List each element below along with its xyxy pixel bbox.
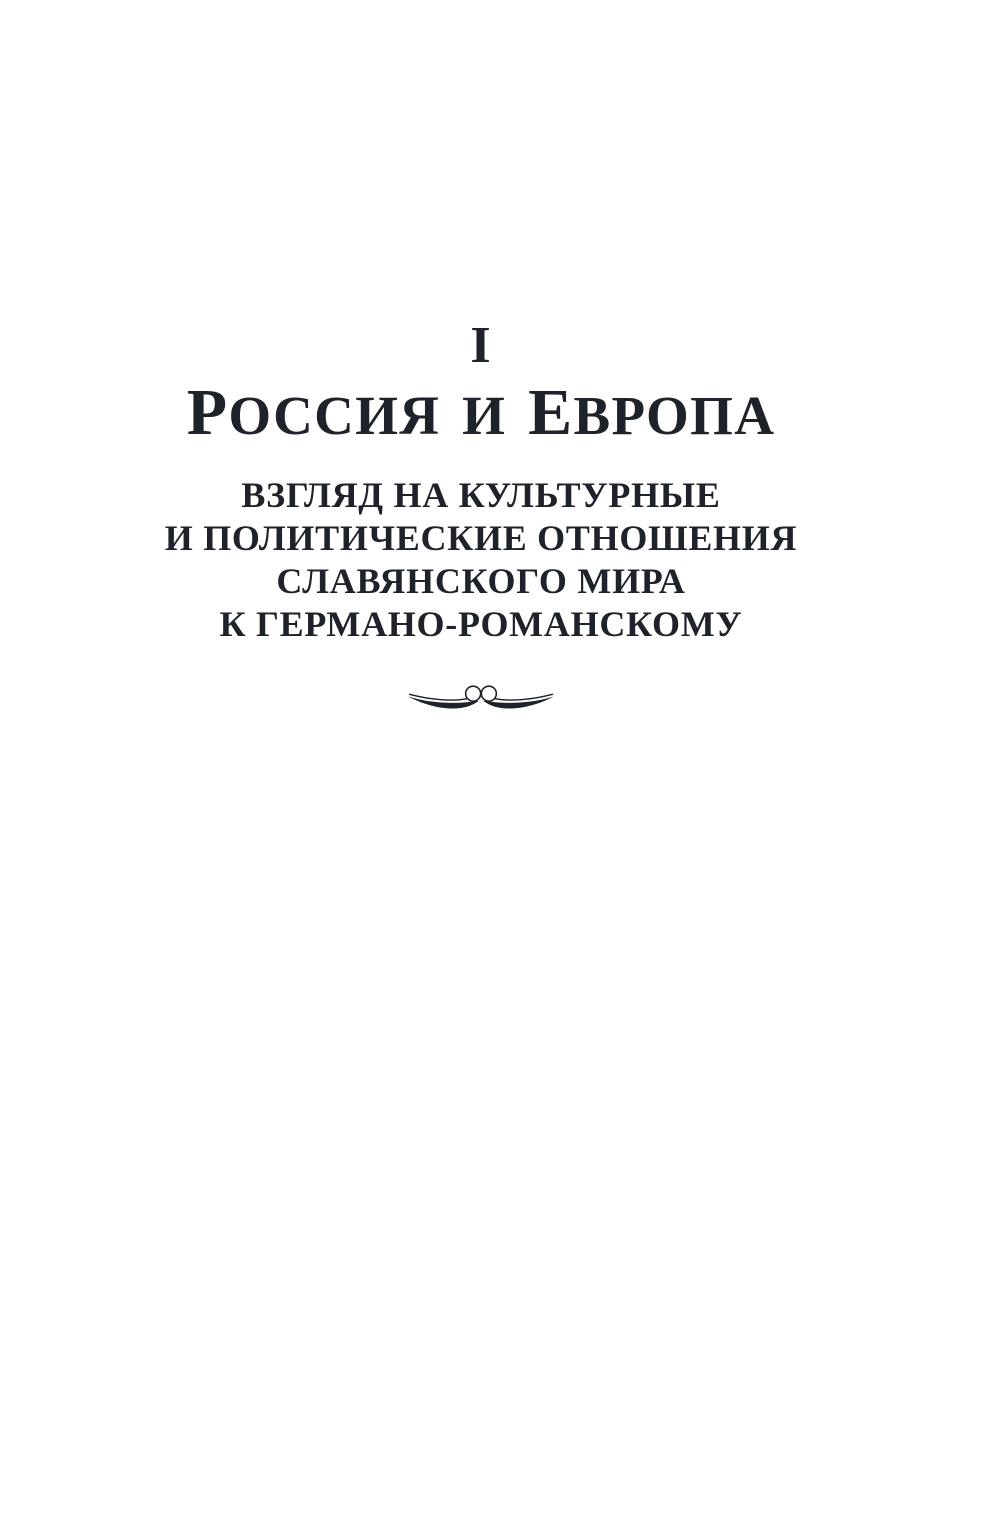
subtitle-line: К ГЕРМАНО-РОМАНСКОМУ xyxy=(219,604,743,644)
book-title xyxy=(0,376,962,449)
subtitle-line: ВЗГЛЯД НА КУЛЬТУРНЫЕ xyxy=(241,475,721,515)
chapter-number: I xyxy=(470,317,492,374)
subtitle-line: СЛАВЯНСКОГО МИРА xyxy=(276,561,686,601)
title-word1-rest: ОССИЯ xyxy=(228,385,441,446)
chapter-title-block xyxy=(0,0,962,711)
title-word2-initial: Е xyxy=(528,376,574,449)
subtitle-line: И ПОЛИТИЧЕСКИЕ ОТНОШЕНИЯ xyxy=(164,518,798,558)
title-connector: И xyxy=(462,385,507,446)
title-word1-initial: Р xyxy=(186,376,229,449)
title-word2-rest: ВРОПА xyxy=(573,385,776,446)
book-subtitle xyxy=(0,474,962,646)
flourish-ornament-icon xyxy=(0,682,962,711)
